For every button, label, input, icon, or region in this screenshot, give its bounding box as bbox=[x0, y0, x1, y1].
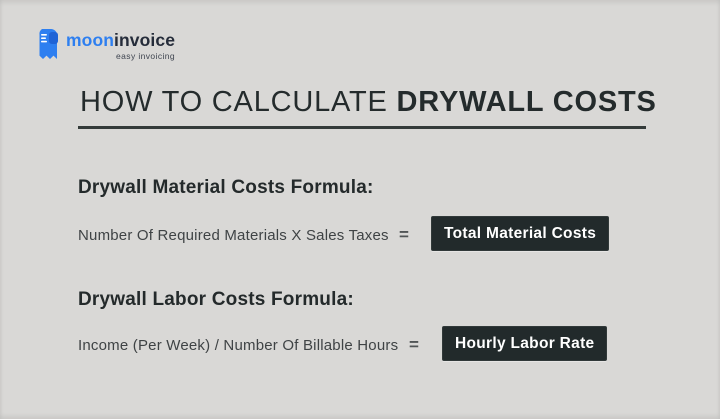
material-costs-result-badge bbox=[431, 216, 609, 251]
material-costs-expression: Number Of Required Materials X Sales Taxes bbox=[78, 227, 389, 244]
page-title bbox=[80, 87, 657, 117]
title-underline bbox=[78, 126, 646, 129]
material-costs-result-label: Total Material Costs bbox=[444, 224, 597, 242]
logo-wordmark bbox=[66, 32, 175, 61]
brand-invoice: invoice bbox=[114, 30, 176, 50]
labor-costs-result-label: Hourly Labor Rate bbox=[455, 334, 595, 352]
labor-costs-equals-sign: = bbox=[409, 335, 419, 354]
brand-moon: moon bbox=[66, 30, 115, 50]
invoice-receipt-icon bbox=[36, 28, 60, 61]
labor-costs-expression: Income (Per Week) / Number Of Billable Hours bbox=[78, 337, 399, 354]
page-title-bold: DRYWALL COSTS bbox=[396, 86, 657, 118]
brand-name bbox=[66, 32, 175, 49]
page-title-regular: HOW TO CALCULATE bbox=[80, 86, 397, 118]
brand-tagline: easy invoicing bbox=[116, 51, 176, 61]
material-costs-equals-sign: = bbox=[399, 225, 409, 244]
labor-costs-result-badge bbox=[442, 326, 607, 361]
moon-invoice-logo bbox=[36, 28, 175, 61]
labor-costs-heading: Drywall Labor Costs Formula: bbox=[78, 289, 354, 310]
material-costs-heading: Drywall Material Costs Formula: bbox=[78, 177, 374, 198]
